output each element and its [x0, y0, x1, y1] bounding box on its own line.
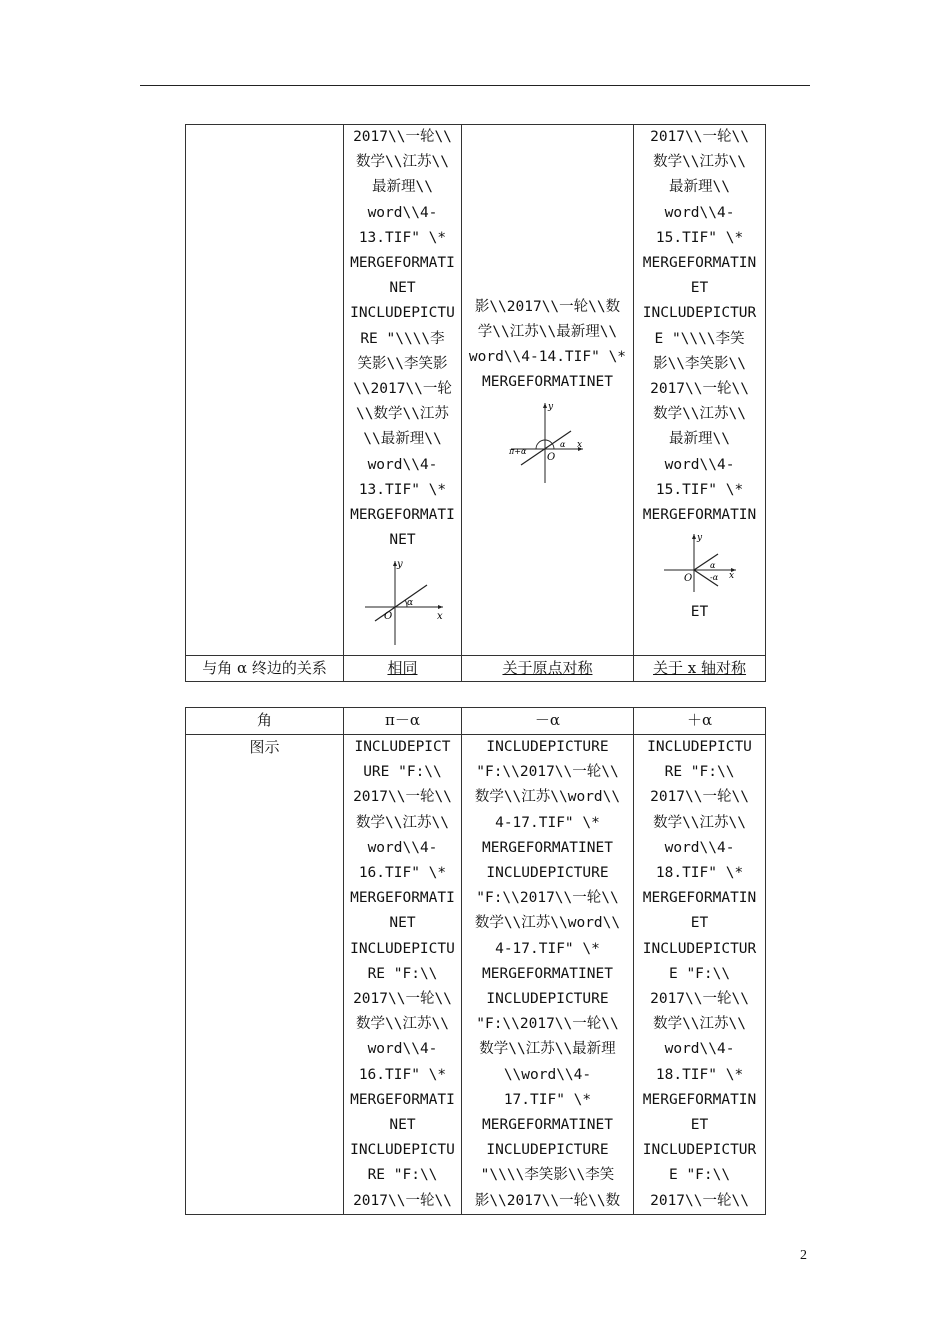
text-line: 13.TIF" \* — [358, 481, 447, 498]
text-line: MERGEFORMATI — [350, 507, 455, 524]
text-line: 2017\\一轮\\ — [650, 991, 749, 1008]
table2-col2-cell — [344, 735, 462, 1215]
text-line: word\\4- — [367, 1041, 438, 1058]
text-line: INCLUDEPICTURE — [486, 865, 609, 882]
text-line: INCLUDEPICTU — [350, 1142, 455, 1159]
table1-col3-text — [465, 295, 630, 396]
text-line: RE "F:\\ — [664, 764, 735, 781]
text-line: 数学\\江苏\\ — [653, 814, 746, 831]
angle-relation-table-1 — [185, 124, 766, 682]
text-line: 数学\\江苏\\最新理 — [479, 1041, 616, 1058]
text-line: INCLUDEPICTU — [350, 940, 455, 957]
figure-same-terminal-side — [357, 557, 447, 647]
text-line: 最新理\\ — [372, 179, 433, 196]
table2-col3-text — [465, 735, 630, 1214]
text-line: URE "F:\\ — [363, 764, 442, 781]
text-line: "F:\\2017\\一轮\\ — [476, 764, 619, 781]
text-line: \\数学\\江苏 — [356, 406, 449, 423]
text-line: 数学\\江苏\\ — [653, 406, 746, 423]
text-line: ET — [690, 280, 709, 297]
text-line: \\word\\4- — [503, 1066, 592, 1083]
text-line: ET — [690, 1117, 709, 1134]
y-axis-label: y — [397, 559, 404, 571]
alpha-label: α — [709, 561, 715, 571]
text-line: word\\4- — [367, 839, 438, 856]
text-line: INCLUDEPICTURE — [486, 1142, 609, 1159]
table1-col2-cell — [344, 125, 462, 656]
text-line: MERGEFORMATIN — [642, 507, 757, 524]
text-line: MERGEFORMATI — [350, 255, 455, 272]
text-line: 数学\\江苏\\ — [356, 154, 449, 171]
text-line: word\\4- — [664, 1041, 735, 1058]
text-line: INCLUDEPICT — [354, 739, 451, 755]
text-line: word\\4- — [367, 204, 438, 221]
text-line: "\\\\李笑影\\李笑 — [480, 1167, 615, 1184]
angle-relation-table-2 — [185, 707, 766, 1215]
text-line: 2017\\一轮\\ — [650, 129, 749, 145]
text-line: 4-17.TIF" \* — [495, 940, 600, 957]
text-line: 数学\\江苏\\ — [653, 1016, 746, 1033]
y-axis-label: y — [548, 402, 554, 413]
text-line: MERGEFORMATIN — [642, 1091, 757, 1108]
text-line: NET — [389, 1117, 416, 1134]
text-line: ET — [690, 604, 709, 621]
text-line: 数学\\江苏\\ — [356, 1016, 449, 1033]
origin-label: O — [683, 573, 692, 585]
text-line: RE "\\\\李 — [360, 330, 445, 347]
table1-col4-tail-text — [637, 600, 762, 625]
text-line: RE "F:\\ — [367, 1167, 438, 1184]
text-line: 15.TIF" \* — [655, 481, 744, 498]
text-line: 2017\\一轮\\ — [650, 789, 749, 806]
text-line: 最新理\\ — [669, 431, 731, 448]
text-line: INCLUDEPICTU — [350, 305, 455, 322]
header-angle: 角 — [186, 708, 344, 735]
text-line: INCLUDEPICTUR — [642, 305, 757, 322]
page-number: 2 — [800, 1248, 807, 1263]
table1-col2-text — [347, 125, 458, 553]
text-line: 最新理\\ — [669, 179, 731, 196]
relation-x-axis-symmetric: 关于 x 轴对称 — [634, 656, 766, 682]
text-line: 16.TIF" \* — [358, 1066, 447, 1083]
x-axis-label: x — [728, 571, 734, 582]
table1-col3-cell — [461, 125, 633, 656]
text-line: 2017\\一轮\\ — [650, 1192, 749, 1209]
text-line: E "F:\\ — [668, 1167, 731, 1184]
text-line: 数学\\江苏\\ — [356, 814, 449, 831]
text-line: MERGEFORMATI — [350, 1091, 455, 1108]
table1-col4-text — [637, 125, 762, 528]
text-line: 4-17.TIF" \* — [495, 814, 600, 831]
text-line: "F:\\2017\\一轮\\ — [476, 1016, 619, 1033]
header-rule — [140, 85, 810, 86]
text-line: word\\4-14.TIF" \* — [468, 349, 627, 365]
table2-col2-text — [347, 735, 458, 1214]
text-line: INCLUDEPICTUR — [642, 940, 757, 957]
text-line: MERGEFORMATI — [350, 890, 455, 907]
text-line: 2017\\一轮\\ — [650, 381, 749, 398]
table2-col3-cell — [461, 735, 633, 1215]
origin-label: O — [384, 611, 393, 623]
text-line: 2017\\一轮\\ — [353, 1192, 452, 1209]
text-line: word\\4- — [664, 204, 735, 221]
table2-col4-text — [637, 735, 762, 1214]
text-line: 17.TIF" \* — [503, 1091, 592, 1108]
text-line: 学\\江苏\\最新理\\ — [477, 323, 618, 340]
text-line: 13.TIF" \* — [358, 229, 447, 246]
text-line: 影\\2017\\一轮\\数 — [474, 298, 621, 315]
relation-origin-symmetric: 关于原点对称 — [461, 656, 633, 682]
header-plus-alpha: ＋α — [634, 708, 766, 735]
text-line: NET — [389, 915, 416, 932]
text-line: "F:\\2017\\一轮\\ — [476, 890, 619, 907]
alpha-label: α — [407, 598, 414, 609]
row-label-diagram: 图示 — [186, 735, 344, 1215]
text-line: 数学\\江苏\\word\\ — [474, 915, 621, 932]
text-line: RE "F:\\ — [367, 965, 438, 982]
text-line: ET — [690, 915, 709, 932]
text-line: MERGEFORMATIN — [642, 255, 757, 272]
x-axis-label: x — [577, 440, 583, 451]
text-line: NET — [389, 532, 416, 549]
y-axis-label: y — [696, 533, 702, 544]
text-line: MERGEFORMATINET — [482, 965, 613, 982]
figure-origin-symmetric — [507, 399, 587, 485]
text-line: word\\4- — [367, 456, 438, 473]
figure-x-axis-symmetric — [660, 532, 740, 594]
relation-label: 与角 α 终边的关系 — [186, 656, 344, 682]
text-line: 16.TIF" \* — [358, 865, 447, 882]
text-line: 2017\\一轮\\ — [353, 789, 452, 806]
text-line: 15.TIF" \* — [655, 229, 744, 246]
text-line: INCLUDEPICTURE — [486, 991, 609, 1008]
x-axis-label: x — [437, 611, 444, 623]
text-line: 数学\\江苏\\word\\ — [474, 789, 621, 806]
text-line: 18.TIF" \* — [655, 865, 744, 882]
relation-same: 相同 — [344, 656, 462, 682]
table1-col4-cell — [634, 125, 766, 656]
alpha-label: α — [560, 440, 566, 450]
text-line: MERGEFORMATINET — [482, 839, 613, 856]
text-line: INCLUDEPICTU — [647, 739, 752, 755]
text-line: NET — [389, 280, 416, 297]
header-minus-alpha: －α — [461, 708, 633, 735]
text-line: MERGEFORMATINET — [482, 374, 613, 391]
text-line: MERGEFORMATIN — [642, 890, 757, 907]
text-line: word\\4- — [664, 456, 735, 473]
text-line: 2017\\一轮\\ — [353, 129, 452, 145]
text-line: E "F:\\ — [668, 965, 731, 982]
text-line: \\最新理\\ — [363, 431, 442, 448]
text-line: 数学\\江苏\\ — [653, 154, 746, 171]
text-line: 影\\2017\\一轮\\数 — [474, 1192, 621, 1209]
text-line: 2017\\一轮\\ — [353, 991, 452, 1008]
text-line: 笑影\\李笑影 — [357, 355, 448, 372]
table2-col4-cell — [634, 735, 766, 1215]
text-line: \\2017\\一轮 — [353, 381, 452, 398]
text-line: E "\\\\李笑 — [654, 330, 745, 347]
header-pi-minus-alpha: π－α — [344, 708, 462, 735]
text-line: 18.TIF" \* — [655, 1066, 744, 1083]
pi-plus-alpha-label: π+α — [509, 447, 527, 457]
text-line: 影\\李笑影\\ — [653, 355, 746, 372]
origin-label: O — [547, 452, 556, 464]
text-line: MERGEFORMATINET — [482, 1117, 613, 1134]
table1-empty-cell — [186, 125, 344, 656]
text-line: INCLUDEPICTURE — [486, 739, 609, 755]
minus-alpha-label: -α — [709, 573, 718, 583]
text-line: INCLUDEPICTUR — [642, 1142, 757, 1159]
text-line: word\\4- — [664, 839, 735, 856]
